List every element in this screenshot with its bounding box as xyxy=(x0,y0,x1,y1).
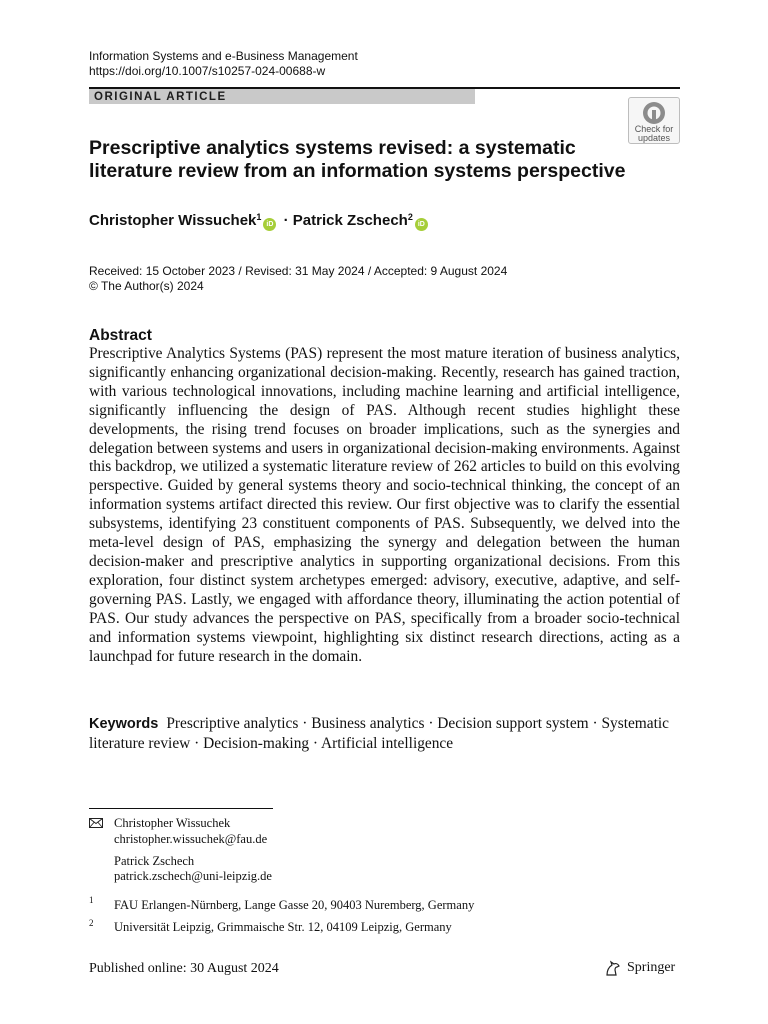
springer-horse-icon xyxy=(604,959,622,977)
footnote-rule xyxy=(89,808,273,809)
author-affiliation-mark: 2 xyxy=(407,212,413,222)
publisher-logo[interactable] xyxy=(604,958,675,978)
author-list xyxy=(89,207,431,231)
badge-line-2: updates xyxy=(637,133,671,143)
author-separator: · xyxy=(283,212,289,229)
corresponding-author-name: Christopher Wissuchek xyxy=(114,816,231,830)
journal-name: Information Systems and e-Business Management xyxy=(89,49,358,63)
second-author-name: Patrick Zschech xyxy=(114,854,195,868)
doi-link[interactable]: https://doi.org/10.1007/s10257-024-00688-w xyxy=(89,64,326,78)
author-name[interactable]: Christopher Wissuchek xyxy=(89,212,257,229)
second-author-email[interactable]: patrick.zschech@uni-leipzig.de xyxy=(114,869,272,883)
check-updates-icon xyxy=(642,101,666,125)
affiliation-text: FAU Erlangen-Nürnberg, Lange Gasse 20, 90403 Nuremberg, Germany xyxy=(114,898,475,912)
abstract-heading: Abstract xyxy=(89,327,152,344)
published-online-date: Published online: 30 August 2024 xyxy=(89,961,279,976)
affiliation-text: Universität Leipzig, Grimmaische Str. 12, 04109 Leipzig, Germany xyxy=(114,920,452,934)
envelope-icon xyxy=(89,818,103,828)
corresponding-author-email[interactable]: christopher.wissuchek@fau.de xyxy=(114,832,268,846)
affiliation-number: 1 xyxy=(89,895,94,905)
orcid-icon[interactable]: iD xyxy=(415,218,428,231)
article-title: Prescriptive analytics systems revised: a systematic literature review from an information systems perspective xyxy=(89,137,626,182)
badge-line-1: Check for xyxy=(634,124,674,134)
article-type-label: ORIGINAL ARTICLE xyxy=(94,91,227,103)
article-dates: Received: 15 October 2023 / Revised: 31 May 2024 / Accepted: 9 August 2024 xyxy=(89,264,508,278)
publisher-name: Springer xyxy=(627,960,676,975)
author-affiliation-mark: 1 xyxy=(256,212,262,222)
check-for-updates-badge[interactable] xyxy=(628,97,680,144)
keywords-section xyxy=(89,714,680,753)
affiliation-number: 2 xyxy=(89,918,94,928)
copyright-notice: © The Author(s) 2024 xyxy=(89,279,204,293)
orcid-icon[interactable]: iD xyxy=(263,218,276,231)
keywords-label: Keywords xyxy=(89,716,159,732)
abstract-text: Prescriptive Analytics Systems (PAS) represent the most mature iteration of business analytics, significantly enhancing organizational decision-making. Recently, research has gained traction, with various technological innovations, including machine learning and artificial intelligence, significantly influencing the design of PAS. Although recent studies highlight these developments, the rising trend focuses on broader implications, such as the synergies and delegation between systems and users in organizational decision-making environments. Against this backdrop, we utilized a systematic literature review of 262 articles to build on this evolving perspective. Guided by general systems theory and socio-technical thinking, the concept of an information systems artifact directed this review. Our first objective was to clarify the essential subsystems, identifying 23 constituent components of PAS. Subsequently, we delved into the meta-level design of PAS, emphasizing the synergy and delegation between the human decision-maker and prescriptive analytics in supporting organizational decisions. From this exploration, four distinct system archetypes emerged: advisory, executive, adaptive, and self-governing PAS. Lastly, we engaged with affordance theory, illuminating the action potential of PAS. Our study advances the perspective on PAS, specifically from a broader socio-technical and information systems viewpoint, highlighting six distinct research directions, acting as a launchpad for future research in the domain. xyxy=(89,345,680,665)
author-name[interactable]: Patrick Zschech xyxy=(292,212,408,229)
keywords-list: Prescriptive analytics · Business analytics · Decision support system · Systematic literature review · Decision-making · Artificial intelligence xyxy=(89,715,669,752)
